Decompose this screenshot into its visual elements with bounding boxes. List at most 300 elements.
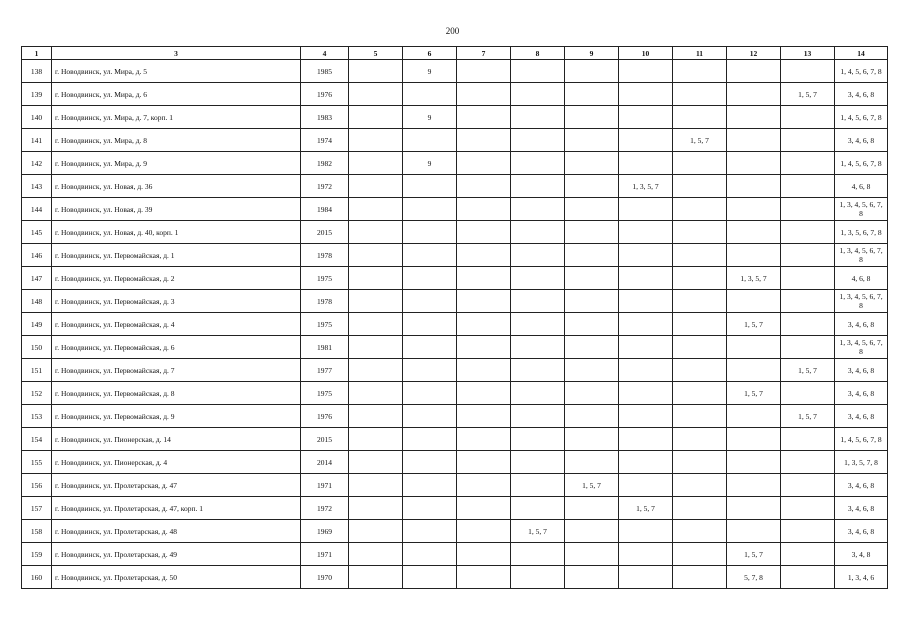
table-cell xyxy=(511,382,565,405)
column-header: 11 xyxy=(673,47,727,60)
table-cell xyxy=(565,543,619,566)
table-cell xyxy=(619,60,673,83)
table-cell xyxy=(727,290,781,313)
table-cell: 5, 7, 8 xyxy=(727,566,781,589)
table-cell xyxy=(673,451,727,474)
table-cell xyxy=(619,83,673,106)
table-cell xyxy=(619,152,673,175)
table-cell xyxy=(511,221,565,244)
row-number-cell: 158 xyxy=(22,520,52,543)
table-cell xyxy=(349,129,403,152)
table-cell xyxy=(565,428,619,451)
row-number-cell: 154 xyxy=(22,428,52,451)
notes-cell: 3, 4, 6, 8 xyxy=(835,405,888,428)
year-cell: 1970 xyxy=(301,566,349,589)
table-cell: 1, 5, 7 xyxy=(619,497,673,520)
table-cell xyxy=(781,198,835,221)
table-cell xyxy=(619,313,673,336)
year-cell: 1974 xyxy=(301,129,349,152)
table-cell xyxy=(349,198,403,221)
table-cell xyxy=(727,83,781,106)
year-cell: 1984 xyxy=(301,198,349,221)
row-number-cell: 151 xyxy=(22,359,52,382)
table-cell xyxy=(403,244,457,267)
year-cell: 1976 xyxy=(301,405,349,428)
notes-cell: 1, 3, 4, 5, 6, 7, 8 xyxy=(835,290,888,313)
year-cell: 1971 xyxy=(301,543,349,566)
table-cell xyxy=(565,313,619,336)
table-cell xyxy=(457,175,511,198)
table-cell xyxy=(349,83,403,106)
table-cell xyxy=(565,175,619,198)
table-cell xyxy=(457,382,511,405)
table-row xyxy=(22,428,888,451)
year-cell: 2014 xyxy=(301,451,349,474)
table-cell xyxy=(403,382,457,405)
column-header: 1 xyxy=(22,47,52,60)
table-cell xyxy=(619,290,673,313)
table-cell xyxy=(349,175,403,198)
table-cell xyxy=(781,60,835,83)
notes-cell: 3, 4, 6, 8 xyxy=(835,83,888,106)
row-number-cell: 156 xyxy=(22,474,52,497)
column-header: 6 xyxy=(403,47,457,60)
table-cell xyxy=(727,336,781,359)
table-cell xyxy=(403,129,457,152)
address-cell: г. Новодвинск, ул. Первомайская, д. 7 xyxy=(52,359,301,382)
table-cell xyxy=(457,359,511,382)
table-cell xyxy=(457,451,511,474)
table-cell xyxy=(403,83,457,106)
column-header: 3 xyxy=(52,47,301,60)
year-cell: 1969 xyxy=(301,520,349,543)
notes-cell: 1, 3, 4, 5, 6, 7, 8 xyxy=(835,244,888,267)
address-cell: г. Новодвинск, ул. Пролетарская, д. 50 xyxy=(52,566,301,589)
table-cell xyxy=(673,221,727,244)
table-body xyxy=(22,60,888,589)
table-cell xyxy=(781,497,835,520)
row-number-cell: 138 xyxy=(22,60,52,83)
table-cell xyxy=(619,520,673,543)
table-cell xyxy=(673,198,727,221)
table-cell xyxy=(457,152,511,175)
table-cell xyxy=(403,221,457,244)
table-row xyxy=(22,290,888,313)
notes-cell: 4, 6, 8 xyxy=(835,175,888,198)
table-cell xyxy=(511,336,565,359)
table-cell xyxy=(781,543,835,566)
table-cell: 9 xyxy=(403,60,457,83)
table-cell xyxy=(349,152,403,175)
table-row xyxy=(22,520,888,543)
table-cell xyxy=(511,497,565,520)
notes-cell: 1, 4, 5, 6, 7, 8 xyxy=(835,60,888,83)
table-cell xyxy=(781,267,835,290)
year-cell: 1971 xyxy=(301,474,349,497)
table-cell xyxy=(781,451,835,474)
row-number-cell: 141 xyxy=(22,129,52,152)
table-cell xyxy=(457,520,511,543)
address-cell: г. Новодвинск, ул. Мира, д. 5 xyxy=(52,60,301,83)
table-cell xyxy=(673,382,727,405)
row-number-cell: 145 xyxy=(22,221,52,244)
address-cell: г. Новодвинск, ул. Первомайская, д. 6 xyxy=(52,336,301,359)
table-cell xyxy=(403,474,457,497)
notes-cell: 1, 3, 4, 5, 6, 7, 8 xyxy=(835,336,888,359)
table-cell xyxy=(619,198,673,221)
table-cell xyxy=(673,60,727,83)
table-cell xyxy=(781,175,835,198)
table-cell xyxy=(565,520,619,543)
address-cell: г. Новодвинск, ул. Новая, д. 39 xyxy=(52,198,301,221)
table-cell: 1, 5, 7 xyxy=(781,405,835,428)
table-cell xyxy=(457,405,511,428)
table-cell xyxy=(565,106,619,129)
table-cell xyxy=(727,152,781,175)
table-cell xyxy=(727,359,781,382)
table-cell xyxy=(349,382,403,405)
table-cell xyxy=(403,359,457,382)
table-cell xyxy=(673,152,727,175)
notes-cell: 3, 4, 6, 8 xyxy=(835,382,888,405)
table-cell xyxy=(349,520,403,543)
address-cell: г. Новодвинск, ул. Первомайская, д. 9 xyxy=(52,405,301,428)
table-cell: 1, 5, 7 xyxy=(781,359,835,382)
table-cell xyxy=(673,359,727,382)
table-row xyxy=(22,474,888,497)
column-header: 5 xyxy=(349,47,403,60)
table-cell xyxy=(781,290,835,313)
table-cell xyxy=(565,359,619,382)
table-cell xyxy=(673,267,727,290)
table-cell xyxy=(727,474,781,497)
table-cell xyxy=(727,244,781,267)
notes-cell: 1, 3, 4, 5, 6, 7, 8 xyxy=(835,198,888,221)
table-cell: 1, 5, 7 xyxy=(727,382,781,405)
table-cell xyxy=(457,60,511,83)
table-cell xyxy=(781,566,835,589)
year-cell: 1975 xyxy=(301,382,349,405)
row-number-cell: 148 xyxy=(22,290,52,313)
table-cell xyxy=(673,566,727,589)
table-row xyxy=(22,244,888,267)
table-cell xyxy=(403,313,457,336)
notes-cell: 1, 3, 4, 6 xyxy=(835,566,888,589)
table-cell xyxy=(565,290,619,313)
table-cell xyxy=(727,129,781,152)
table-cell xyxy=(781,152,835,175)
table-cell: 9 xyxy=(403,152,457,175)
table-cell xyxy=(619,451,673,474)
table-row xyxy=(22,198,888,221)
table-cell xyxy=(673,244,727,267)
table-cell xyxy=(457,428,511,451)
address-cell: г. Новодвинск, ул. Пролетарская, д. 49 xyxy=(52,543,301,566)
table-row xyxy=(22,129,888,152)
table-cell xyxy=(565,336,619,359)
table-row xyxy=(22,313,888,336)
table-cell xyxy=(349,267,403,290)
housing-table xyxy=(21,46,888,589)
address-cell: г. Новодвинск, ул. Первомайская, д. 3 xyxy=(52,290,301,313)
table-cell: 9 xyxy=(403,106,457,129)
table-cell xyxy=(673,428,727,451)
table-cell xyxy=(781,382,835,405)
table-cell xyxy=(619,129,673,152)
address-cell: г. Новодвинск, ул. Пролетарская, д. 47, корп. 1 xyxy=(52,497,301,520)
table-cell xyxy=(349,359,403,382)
table-cell xyxy=(619,221,673,244)
address-cell: г. Новодвинск, ул. Пионерская, д. 4 xyxy=(52,451,301,474)
table-header-row xyxy=(22,47,888,60)
row-number-cell: 152 xyxy=(22,382,52,405)
table-row xyxy=(22,566,888,589)
table-cell xyxy=(349,497,403,520)
table-cell xyxy=(619,405,673,428)
table-row xyxy=(22,152,888,175)
table-row xyxy=(22,451,888,474)
column-header: 12 xyxy=(727,47,781,60)
table-cell xyxy=(673,313,727,336)
row-number-cell: 146 xyxy=(22,244,52,267)
table-cell xyxy=(781,221,835,244)
table-cell xyxy=(673,543,727,566)
table-cell xyxy=(511,175,565,198)
table-cell xyxy=(727,405,781,428)
table-cell xyxy=(457,313,511,336)
table-cell xyxy=(349,566,403,589)
column-header: 8 xyxy=(511,47,565,60)
table-cell xyxy=(403,267,457,290)
notes-cell: 3, 4, 8 xyxy=(835,543,888,566)
row-number-cell: 159 xyxy=(22,543,52,566)
column-header: 14 xyxy=(835,47,888,60)
table-row xyxy=(22,405,888,428)
table-cell xyxy=(619,474,673,497)
table-cell xyxy=(511,198,565,221)
table-cell xyxy=(673,290,727,313)
table-cell xyxy=(511,244,565,267)
year-cell: 1972 xyxy=(301,497,349,520)
address-cell: г. Новодвинск, ул. Первомайская, д. 2 xyxy=(52,267,301,290)
address-cell: г. Новодвинск, ул. Первомайская, д. 8 xyxy=(52,382,301,405)
table-cell xyxy=(349,244,403,267)
year-cell: 1985 xyxy=(301,60,349,83)
table-cell xyxy=(349,60,403,83)
table-row xyxy=(22,106,888,129)
row-number-cell: 160 xyxy=(22,566,52,589)
notes-cell: 3, 4, 6, 8 xyxy=(835,497,888,520)
year-cell: 1975 xyxy=(301,313,349,336)
table-cell xyxy=(349,474,403,497)
table-cell xyxy=(727,520,781,543)
table-cell xyxy=(565,60,619,83)
year-cell: 1977 xyxy=(301,359,349,382)
column-header: 9 xyxy=(565,47,619,60)
table-cell xyxy=(457,566,511,589)
table-cell xyxy=(727,60,781,83)
year-cell: 1978 xyxy=(301,244,349,267)
table-cell xyxy=(619,359,673,382)
table-cell xyxy=(511,313,565,336)
table-cell xyxy=(673,83,727,106)
table-row xyxy=(22,336,888,359)
notes-cell: 3, 4, 6, 8 xyxy=(835,359,888,382)
table-cell xyxy=(673,520,727,543)
row-number-cell: 140 xyxy=(22,106,52,129)
address-cell: г. Новодвинск, ул. Новая, д. 36 xyxy=(52,175,301,198)
table-cell xyxy=(511,60,565,83)
address-cell: г. Новодвинск, ул. Пионерская, д. 14 xyxy=(52,428,301,451)
table-cell xyxy=(619,543,673,566)
table-cell xyxy=(403,290,457,313)
table-cell xyxy=(673,175,727,198)
notes-cell: 1, 4, 5, 6, 7, 8 xyxy=(835,428,888,451)
table-cell xyxy=(403,520,457,543)
table-row xyxy=(22,497,888,520)
table-cell xyxy=(727,428,781,451)
address-cell: г. Новодвинск, ул. Пролетарская, д. 48 xyxy=(52,520,301,543)
table-cell xyxy=(349,221,403,244)
table-cell xyxy=(673,336,727,359)
table-cell xyxy=(565,221,619,244)
table-cell xyxy=(457,221,511,244)
table-cell xyxy=(349,543,403,566)
column-header: 4 xyxy=(301,47,349,60)
table-cell xyxy=(349,451,403,474)
table-cell xyxy=(673,405,727,428)
table-cell xyxy=(781,129,835,152)
row-number-cell: 153 xyxy=(22,405,52,428)
table-cell xyxy=(457,106,511,129)
column-header: 7 xyxy=(457,47,511,60)
table-cell xyxy=(565,382,619,405)
table-cell xyxy=(565,152,619,175)
table-row xyxy=(22,359,888,382)
table-cell xyxy=(403,543,457,566)
table-cell xyxy=(403,428,457,451)
table-cell xyxy=(565,566,619,589)
table-cell xyxy=(457,336,511,359)
table-cell xyxy=(403,451,457,474)
table-cell xyxy=(511,152,565,175)
table-cell xyxy=(349,428,403,451)
table-row xyxy=(22,221,888,244)
address-cell: г. Новодвинск, ул. Пролетарская, д. 47 xyxy=(52,474,301,497)
table-cell xyxy=(403,497,457,520)
table-cell xyxy=(619,336,673,359)
table-cell xyxy=(619,566,673,589)
table-cell xyxy=(727,497,781,520)
table-cell: 1, 3, 5, 7 xyxy=(619,175,673,198)
notes-cell: 1, 3, 5, 6, 7, 8 xyxy=(835,221,888,244)
year-cell: 1978 xyxy=(301,290,349,313)
table-cell xyxy=(511,129,565,152)
table-cell xyxy=(511,83,565,106)
table-cell xyxy=(511,566,565,589)
table-cell: 1, 3, 5, 7 xyxy=(727,267,781,290)
table-cell xyxy=(511,474,565,497)
table-cell xyxy=(781,244,835,267)
table-cell xyxy=(403,405,457,428)
row-number-cell: 147 xyxy=(22,267,52,290)
table-cell xyxy=(673,474,727,497)
table-row xyxy=(22,382,888,405)
table-cell xyxy=(565,405,619,428)
table-cell xyxy=(457,497,511,520)
table-cell xyxy=(781,428,835,451)
table-cell xyxy=(511,428,565,451)
table-cell xyxy=(511,290,565,313)
year-cell: 2015 xyxy=(301,428,349,451)
column-header: 10 xyxy=(619,47,673,60)
table-cell xyxy=(511,405,565,428)
table-cell xyxy=(673,497,727,520)
table-cell xyxy=(403,198,457,221)
table-cell xyxy=(619,382,673,405)
notes-cell: 3, 4, 6, 8 xyxy=(835,313,888,336)
table-cell xyxy=(727,106,781,129)
table-cell xyxy=(781,313,835,336)
table-cell xyxy=(781,106,835,129)
table-cell xyxy=(511,359,565,382)
table-cell xyxy=(403,336,457,359)
table-cell xyxy=(349,313,403,336)
table-cell xyxy=(457,129,511,152)
table-cell xyxy=(565,267,619,290)
table-cell xyxy=(565,497,619,520)
address-cell: г. Новодвинск, ул. Мира, д. 6 xyxy=(52,83,301,106)
notes-cell: 4, 6, 8 xyxy=(835,267,888,290)
column-header: 13 xyxy=(781,47,835,60)
table-cell xyxy=(565,198,619,221)
table-cell: 1, 5, 7 xyxy=(781,83,835,106)
table-cell: 1, 5, 7 xyxy=(673,129,727,152)
address-cell: г. Новодвинск, ул. Новая, д. 40, корп. 1 xyxy=(52,221,301,244)
table-cell xyxy=(457,198,511,221)
notes-cell: 3, 4, 6, 8 xyxy=(835,520,888,543)
address-cell: г. Новодвинск, ул. Мира, д. 8 xyxy=(52,129,301,152)
table-cell: 1, 5, 7 xyxy=(511,520,565,543)
table-cell xyxy=(781,474,835,497)
table-cell xyxy=(781,520,835,543)
table-cell xyxy=(511,267,565,290)
year-cell: 1972 xyxy=(301,175,349,198)
table-cell xyxy=(511,106,565,129)
address-cell: г. Новодвинск, ул. Мира, д. 7, корп. 1 xyxy=(52,106,301,129)
notes-cell: 1, 4, 5, 6, 7, 8 xyxy=(835,152,888,175)
table-cell xyxy=(457,474,511,497)
table-row xyxy=(22,175,888,198)
table-cell xyxy=(349,106,403,129)
table-cell xyxy=(727,175,781,198)
table-cell xyxy=(565,83,619,106)
table-cell xyxy=(403,566,457,589)
table-cell xyxy=(349,405,403,428)
row-number-cell: 157 xyxy=(22,497,52,520)
row-number-cell: 150 xyxy=(22,336,52,359)
year-cell: 2015 xyxy=(301,221,349,244)
table-cell xyxy=(619,428,673,451)
table-cell: 1, 5, 7 xyxy=(727,543,781,566)
table-cell xyxy=(511,451,565,474)
table-cell xyxy=(565,451,619,474)
table-cell xyxy=(619,106,673,129)
year-cell: 1976 xyxy=(301,83,349,106)
year-cell: 1975 xyxy=(301,267,349,290)
address-cell: г. Новодвинск, ул. Первомайская, д. 4 xyxy=(52,313,301,336)
notes-cell: 1, 4, 5, 6, 7, 8 xyxy=(835,106,888,129)
